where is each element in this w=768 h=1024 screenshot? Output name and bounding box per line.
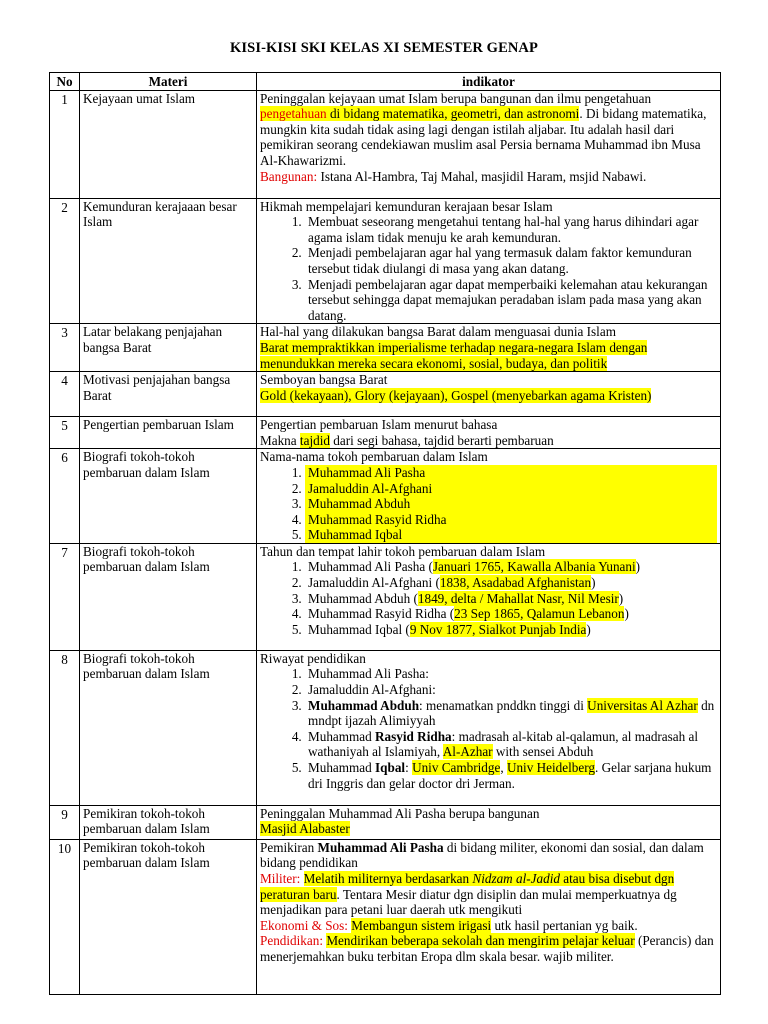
table-header-row xyxy=(50,73,721,91)
row-number: 4 xyxy=(50,372,80,417)
highlight-text: Melatih militernya berdasarkan xyxy=(303,871,473,887)
row-number: 10 xyxy=(50,839,80,994)
table-row xyxy=(50,90,721,198)
row-materi: Latar belakang penjajahan bangsa Barat xyxy=(80,324,257,372)
table-row xyxy=(50,449,721,544)
row-indikator xyxy=(257,198,721,324)
tokoh-name: Muhammad Rasyid Ridha ( xyxy=(308,606,455,622)
row-indikator xyxy=(257,650,721,805)
table-row xyxy=(50,650,721,805)
highlight-text: 23 Sep 1865, Qalamun Lebanon xyxy=(454,606,625,622)
indikator-text: : menamatkan pnddkn tinggi di xyxy=(419,697,588,713)
list-item: 2. Jamaluddin Al-Afghani xyxy=(305,481,717,497)
tokoh-name: Iqbal xyxy=(375,760,406,776)
highlight-text: Barat mempraktikkan imperialisme terhadap negara-negara Islam dengan menundukkan mereka secara ekonomi, sosial, budaya, dan politik xyxy=(260,339,648,371)
list-item xyxy=(305,606,717,622)
row-number: 8 xyxy=(50,650,80,805)
indikator-intro: Tahun dan tempat lahir tokoh pembaruan dalam Islam xyxy=(260,543,546,559)
indikator-intro: Nama-nama tokoh pembaruan dalam Islam xyxy=(260,449,488,465)
indikator-text: Istana Al-Hambra, Taj Mahal, masjidil Haram, msjid Nabawi. xyxy=(317,168,647,184)
row-indikator xyxy=(257,449,721,544)
row-number: 1 xyxy=(50,90,80,198)
list-item: 1. Muhammad Ali Pasha xyxy=(305,465,717,481)
numbered-list xyxy=(260,465,717,543)
indikator-intro: Peninggalan Muhammad Ali Pasha berupa bangunan xyxy=(260,805,540,821)
row-indikator xyxy=(257,543,721,650)
tokoh-name: Muhammad Iqbal ( xyxy=(308,621,410,637)
indikator-text: with sensei Abduh xyxy=(492,744,594,760)
table-row xyxy=(50,324,721,372)
row-number: 7 xyxy=(50,543,80,650)
numbered-list xyxy=(260,666,717,791)
indikator-text: Makna xyxy=(260,432,300,448)
row-materi: Biografi tokoh-tokoh pembaruan dalam Islam xyxy=(80,543,257,650)
header-indikator: indikator xyxy=(257,73,721,91)
row-materi: Biografi tokoh-tokoh pembaruan dalam Islam xyxy=(80,449,257,544)
row-indikator xyxy=(257,324,721,372)
indikator-intro: Riwayat pendidikan xyxy=(260,650,366,666)
tokoh-name: Rasyid Ridha xyxy=(375,728,452,744)
indikator-text: (Perancis) dan menerjemahkan buku terbitan Eropa dlm skala besar. wajib militer. xyxy=(260,933,714,965)
row-materi: Pengertian pembaruan Islam xyxy=(80,417,257,449)
tokoh-name: Muhammad Abduh ( xyxy=(308,590,418,606)
table-row xyxy=(50,543,721,650)
numbered-list xyxy=(260,559,717,637)
header-materi: Materi xyxy=(80,73,257,91)
highlight-text: 1849, delta / Mahallat Nasr, Nil Mesir xyxy=(417,590,619,606)
indikator-text: . Di bidang matematika, mungkin kita sudah tidak asing lagi dengan istilah aljabar. Itu adalah hasil dari pemikiran seorang cendekiawan muslim asal Persia bernama Muhammad ibn Musa Al-Khawarizmi. xyxy=(260,106,707,168)
indikator-text: Muhammad xyxy=(308,728,376,744)
list-item: 5. Muhammad Iqbal xyxy=(305,527,717,543)
list-item xyxy=(305,729,717,760)
highlight-text: 9 Nov 1877, Sialkot Punjab India xyxy=(409,621,587,637)
numbered-list xyxy=(260,214,717,323)
indikator-text: . Tentara Mesir diatur dgn disiplin dan mulai memperkuatnya dg menjadikan para petani luar daerah utk mengikuti xyxy=(260,886,677,918)
highlight-text: Januari 1765, Kawalla Albania Yunani xyxy=(432,559,636,575)
tokoh-name: Muhammad Ali Pasha ( xyxy=(308,559,433,575)
indikator-intro: Hikmah mempelajari kemunduran kerajaan besar Islam xyxy=(260,198,553,214)
indikator-text: : madrasah al-kitab al-qalamun, al madrasah al wathaniyah al Islamiyah, xyxy=(308,728,699,760)
close-paren: ) xyxy=(591,575,596,591)
list-item: 1. Muhammad Ali Pasha: xyxy=(305,666,717,682)
indikator-intro: Hal-hal yang dilakukan bangsa Barat dalam menguasai dunia Islam xyxy=(260,324,616,340)
table-row xyxy=(50,372,721,417)
highlight-text: Universitas Al Azhar xyxy=(587,697,698,713)
highlight-text: Univ Cambridge xyxy=(412,760,501,776)
list-item xyxy=(305,760,717,791)
label-pendidikan: Pendidikan: xyxy=(260,933,327,949)
highlight-text: atau bisa disebut dgn peraturan baru xyxy=(260,871,675,902)
close-paren: ) xyxy=(624,606,629,622)
row-indikator xyxy=(257,805,721,839)
highlight-text: tajdid xyxy=(299,432,330,448)
highlight-text: di bidang matematika, geometri, dan astronomi xyxy=(326,106,580,122)
indikator-text: di bidang militer, ekonomi dan sosial, dan dalam bidang pendidikan xyxy=(260,839,704,871)
row-number: 2 xyxy=(50,198,80,324)
row-number: 3 xyxy=(50,324,80,372)
highlight-text: Univ Heidelberg xyxy=(506,760,595,776)
row-indikator xyxy=(257,417,721,449)
header-no: No xyxy=(50,73,80,91)
row-materi: Kemunduran kerajaaan besar Islam xyxy=(80,198,257,324)
close-paren: ) xyxy=(635,559,641,575)
row-number: 6 xyxy=(50,449,80,544)
indikator-text: dn mndpt ijazah Alimiyyah xyxy=(308,697,715,729)
row-materi: Kejayaan umat Islam xyxy=(80,90,257,198)
list-item: 2. Jamaluddin Al-Afghani: xyxy=(305,682,717,698)
indikator-intro: Pengertian pembaruan Islam menurut bahasa xyxy=(260,417,498,433)
table-row xyxy=(50,198,721,324)
close-paren: ) xyxy=(618,590,624,606)
indikator-text: Pemikiran xyxy=(260,839,318,855)
highlight-text: Al-Azhar xyxy=(442,744,493,760)
row-number: 5 xyxy=(50,417,80,449)
table-row xyxy=(50,417,721,449)
list-item xyxy=(305,698,717,729)
row-indikator xyxy=(257,90,721,198)
table-row xyxy=(50,839,721,994)
indikator-text: , xyxy=(500,760,507,776)
indikator-text: Muhammad xyxy=(308,760,376,776)
indikator-text: utk hasil pertanian yg baik. xyxy=(491,917,638,933)
row-materi: Pemikiran tokoh-tokoh pembaruan dalam Islam xyxy=(80,839,257,994)
tokoh-name: Muhammad Ali Pasha xyxy=(317,839,444,855)
document-title: KISI-KISI SKI KELAS XI SEMESTER GENAP xyxy=(230,40,538,56)
indikator-text: . Gelar sarjana hukum dri Inggris dan gelar doctor dri Jerman. xyxy=(308,760,712,791)
kisi-kisi-table xyxy=(49,72,721,995)
highlight-text: pengetahuan xyxy=(260,106,327,122)
highlight-text: Masjid Alabaster xyxy=(260,821,350,837)
list-item: 3. Menjadi pembelajaran agar dapat memperbaiki kelemahan atau kekurangan tersebut sehingga dapat memajukan peradaban islam pada masa yang akan datang. xyxy=(305,277,717,324)
highlight-text: Mendirikan beberapa sekolah dan mengirim pelajar keluar xyxy=(326,933,635,949)
close-paren: ) xyxy=(586,621,591,637)
tokoh-name: Muhammad Abduh xyxy=(308,697,420,713)
label-militer: Militer: xyxy=(260,871,304,887)
label-ekonomi: Ekonomi & Sos: xyxy=(260,917,352,933)
row-materi: Biografi tokoh-tokoh pembaruan dalam Islam xyxy=(80,650,257,805)
row-materi: Motivasi penjajahan bangsa Barat xyxy=(80,372,257,417)
highlight-text: Nidzam al-Jadid xyxy=(472,871,560,887)
indikator-text: Peninggalan kejayaan umat Islam berupa bangunan dan ilmu pengetahuan xyxy=(260,90,652,106)
list-item: 1. Membuat seseorang mengetahui tentang hal-hal yang harus dihindari agar agama islam tidak menuju ke arah kemunduran. xyxy=(305,214,717,245)
row-indikator xyxy=(257,839,721,994)
indikator-text: dari segi bahasa, tajdid berarti pembaruan xyxy=(329,432,554,448)
row-number: 9 xyxy=(50,805,80,839)
list-item xyxy=(305,559,717,575)
list-item: 3. Muhammad Abduh xyxy=(305,496,717,512)
tokoh-name: Jamaluddin Al-Afghani ( xyxy=(308,575,440,591)
highlight-text: 1838, Asadabad Afghanistan xyxy=(439,575,592,591)
label-text: Bangunan: xyxy=(260,168,318,184)
list-item xyxy=(305,622,717,638)
highlight-text: Membangun sistem irigasi xyxy=(351,917,492,933)
list-item: 4. Muhammad Rasyid Ridha xyxy=(305,512,717,528)
list-item xyxy=(305,575,717,591)
highlight-text: Gold (kekayaan), Glory (kejayaan), Gospel (menyebarkan agama Kristen) xyxy=(260,387,652,403)
row-indikator xyxy=(257,372,721,417)
row-materi: Pemikiran tokoh-tokoh pembaruan dalam Islam xyxy=(80,805,257,839)
list-item: 2. Menjadi pembelajaran agar hal yang termasuk dalam faktor kemunduran tersebut tidak diulangi di masa yang akan datang. xyxy=(305,245,717,276)
table-row xyxy=(50,805,721,839)
indikator-text: : xyxy=(405,760,413,776)
list-item xyxy=(305,591,717,607)
indikator-intro: Semboyan bangsa Barat xyxy=(260,372,388,388)
